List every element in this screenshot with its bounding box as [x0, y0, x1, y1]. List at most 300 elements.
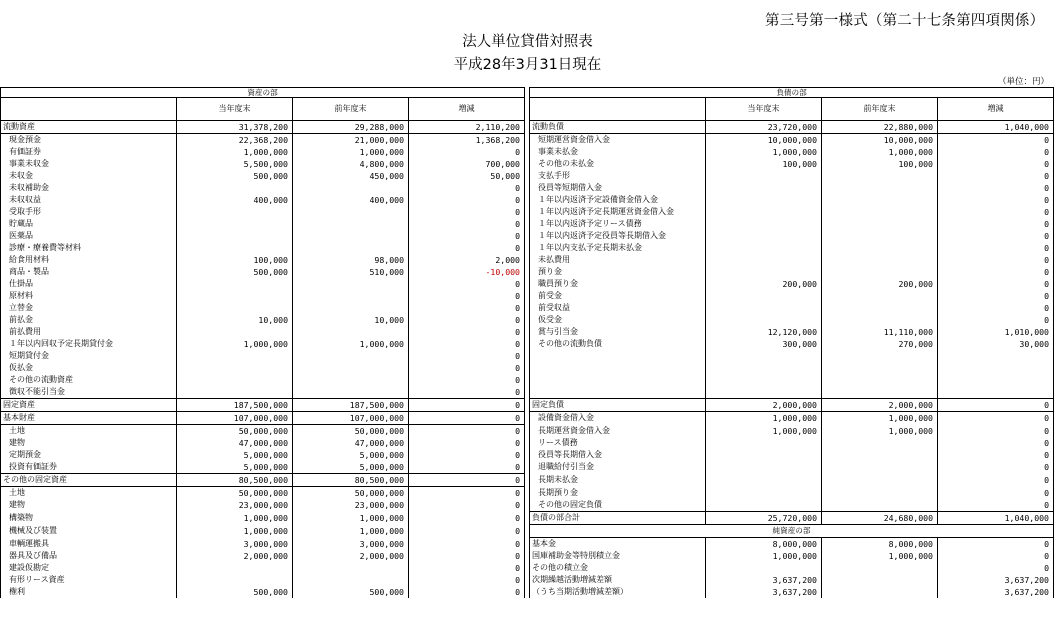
table-row — [1, 362, 1054, 374]
current-year-value: 1,000,000 — [706, 425, 822, 438]
table-row — [1, 302, 1054, 314]
current-year-value — [177, 290, 293, 302]
prior-year-value: 5,000,000 — [293, 449, 409, 461]
current-year-value — [177, 350, 293, 362]
change-value: 0 — [409, 146, 525, 158]
current-year-value — [706, 302, 822, 314]
current-year-value — [177, 182, 293, 194]
current-year-value — [706, 449, 822, 461]
prior-year-value — [822, 218, 938, 230]
item-label: 受取手形 — [1, 206, 177, 218]
change-value: 0 — [938, 412, 1054, 425]
current-year-value — [177, 562, 293, 574]
current-year-value: 50,000,000 — [177, 425, 293, 438]
balance-sheet-table — [0, 87, 1054, 598]
item-label: 医薬品 — [1, 230, 177, 242]
prior-year-value — [822, 386, 938, 399]
current-year-value: 31,378,200 — [177, 121, 293, 134]
current-year-value: 12,120,000 — [706, 326, 822, 338]
category-label: 流動負債 — [530, 121, 706, 134]
current-year-value: 3,637,200 — [706, 574, 822, 586]
prior-year-value — [822, 314, 938, 326]
item-label: 権利 — [1, 586, 177, 598]
change-value: 0 — [409, 525, 525, 538]
category-label: 基本金 — [530, 538, 706, 551]
table-row — [1, 290, 1054, 302]
change-value: 0 — [409, 314, 525, 326]
change-value: 0 — [938, 449, 1054, 461]
current-year-header: 当年度末 — [177, 98, 293, 121]
change-value: 0 — [409, 412, 525, 425]
liabilities-section-header: 負債の部 — [530, 88, 1054, 98]
item-label: 前受収益 — [530, 302, 706, 314]
current-year-value — [706, 182, 822, 194]
prior-year-value — [822, 374, 938, 386]
change-value: 0 — [938, 206, 1054, 218]
change-value: 1,010,000 — [938, 326, 1054, 338]
prior-year-value — [293, 302, 409, 314]
change-value: 0 — [938, 487, 1054, 500]
item-label: １年以内返済予定設備資金借入金 — [530, 194, 706, 206]
item-label — [530, 374, 706, 386]
current-year-value — [706, 437, 822, 449]
item-label: 土地 — [1, 425, 177, 438]
item-label: 未収補助金 — [1, 182, 177, 194]
change-value: 0 — [938, 437, 1054, 449]
prior-year-value: 50,000,000 — [293, 487, 409, 500]
change-value: 0 — [409, 338, 525, 350]
item-label: 支払手形 — [530, 170, 706, 182]
item-label: １年以内回収予定長期貸付金 — [1, 338, 177, 350]
current-year-value — [706, 350, 822, 362]
prior-year-value: 187,500,000 — [293, 399, 409, 412]
item-label: 投資有価証券 — [1, 461, 177, 474]
item-label: 退職給付引当金 — [530, 461, 706, 474]
change-value: 50,000 — [409, 170, 525, 182]
prior-year-value: 3,000,000 — [293, 538, 409, 551]
current-year-value: 2,000,000 — [177, 550, 293, 562]
prior-year-value: 11,110,000 — [822, 326, 938, 338]
change-value: 0 — [409, 449, 525, 461]
table-row — [1, 399, 1054, 412]
prior-year-value: 80,500,000 — [293, 474, 409, 487]
change-value: 0 — [938, 158, 1054, 170]
form-label: 第三号第一様式（第二十七条第四項関係） — [765, 13, 1045, 29]
table-row — [1, 425, 1054, 438]
category-label: 基本財産 — [1, 412, 177, 425]
table-row — [1, 218, 1054, 230]
table-row — [1, 278, 1054, 290]
table-row — [1, 525, 1054, 538]
item-label: １年以内返済予定長期運営資金借入金 — [530, 206, 706, 218]
net-assets-section-header: 純資産の部 — [530, 525, 1054, 538]
table-row — [1, 314, 1054, 326]
current-year-value — [177, 574, 293, 586]
current-year-value — [706, 374, 822, 386]
prior-year-value: 107,000,000 — [293, 412, 409, 425]
item-label: １年以内返済予定リース債務 — [530, 218, 706, 230]
current-year-value: 8,000,000 — [706, 538, 822, 551]
change-value: 0 — [409, 512, 525, 525]
table-row — [1, 146, 1054, 158]
item-label: 賞与引当金 — [530, 326, 706, 338]
current-year-value: 5,500,000 — [177, 158, 293, 170]
table-row — [1, 326, 1054, 338]
item-label: 短期貸付金 — [1, 350, 177, 362]
item-label: 有価証券 — [1, 146, 177, 158]
current-year-value: 1,000,000 — [177, 338, 293, 350]
item-label: 役員等長期借入金 — [530, 449, 706, 461]
change-value: 0 — [409, 278, 525, 290]
current-year-value: 25,720,000 — [706, 512, 822, 525]
prior-year-value: 98,000 — [293, 254, 409, 266]
current-year-value — [177, 278, 293, 290]
item-label: リース債務 — [530, 437, 706, 449]
item-label: 前払費用 — [1, 326, 177, 338]
current-year-value — [177, 206, 293, 218]
change-value: 0 — [938, 461, 1054, 474]
item-label: 徴収不能引当金 — [1, 386, 177, 399]
change-value: 0 — [409, 230, 525, 242]
item-label: 未収収益 — [1, 194, 177, 206]
current-year-value: 1,000,000 — [177, 512, 293, 525]
change-value: 0 — [409, 487, 525, 500]
current-year-value: 100,000 — [177, 254, 293, 266]
item-label: 職員預り金 — [530, 278, 706, 290]
change-value: 0 — [409, 574, 525, 586]
prior-year-value — [293, 362, 409, 374]
change-value: -10,000 — [409, 266, 525, 278]
current-year-value — [177, 302, 293, 314]
item-label: 長期預り金 — [530, 487, 706, 500]
prior-year-value — [822, 461, 938, 474]
prior-year-value — [822, 254, 938, 266]
change-value: 0 — [938, 278, 1054, 290]
category-label: （うち当期活動増減差額） — [530, 586, 706, 598]
item-label: 未収金 — [1, 170, 177, 182]
current-year-value: 22,368,200 — [177, 134, 293, 147]
prior-year-value — [293, 278, 409, 290]
current-year-value — [177, 218, 293, 230]
current-year-value: 1,000,000 — [177, 525, 293, 538]
category-label: 負債の部合計 — [530, 512, 706, 525]
change-value: 0 — [409, 206, 525, 218]
table-row — [1, 134, 1054, 147]
table-row — [1, 499, 1054, 512]
prior-year-value: 100,000 — [822, 158, 938, 170]
current-year-value: 500,000 — [177, 170, 293, 182]
current-year-value: 23,000,000 — [177, 499, 293, 512]
item-label: 長期運営資金借入金 — [530, 425, 706, 438]
change-value: 0 — [938, 254, 1054, 266]
change-value: 0 — [409, 362, 525, 374]
item-label: 有形リース資産 — [1, 574, 177, 586]
prior-year-value — [822, 562, 938, 574]
change-value: 0 — [938, 194, 1054, 206]
table-row — [1, 574, 1054, 586]
prior-year-value: 1,000,000 — [293, 512, 409, 525]
prior-year-value: 500,000 — [293, 586, 409, 598]
current-year-value — [706, 474, 822, 487]
current-year-value — [177, 242, 293, 254]
change-value: 3,637,200 — [938, 586, 1054, 598]
item-label: 構築物 — [1, 512, 177, 525]
current-year-value: 47,000,000 — [177, 437, 293, 449]
prior-year-value — [822, 230, 938, 242]
change-header: 増減 — [409, 98, 525, 121]
change-value: 1,368,200 — [409, 134, 525, 147]
change-value: 0 — [409, 461, 525, 474]
prior-year-value — [822, 302, 938, 314]
change-value: 0 — [409, 374, 525, 386]
current-year-value: 1,000,000 — [706, 146, 822, 158]
item-label: 診療・療養費等材料 — [1, 242, 177, 254]
current-year-value: 5,000,000 — [177, 449, 293, 461]
prior-year-value — [822, 487, 938, 500]
change-value: 0 — [938, 218, 1054, 230]
current-year-value: 23,720,000 — [706, 121, 822, 134]
current-year-value — [706, 499, 822, 512]
change-value: 0 — [938, 182, 1054, 194]
current-year-value — [706, 314, 822, 326]
table-row — [1, 242, 1054, 254]
item-label: 事業未払金 — [530, 146, 706, 158]
table-row — [1, 437, 1054, 449]
prior-year-value: 510,000 — [293, 266, 409, 278]
prior-year-value — [822, 206, 938, 218]
current-year-value: 1,000,000 — [177, 146, 293, 158]
change-value: 2,000 — [409, 254, 525, 266]
prior-year-value: 270,000 — [822, 338, 938, 350]
prior-year-value — [822, 242, 938, 254]
prior-year-value — [822, 449, 938, 461]
prior-year-value — [822, 499, 938, 512]
prior-year-value: 47,000,000 — [293, 437, 409, 449]
item-label: 預り金 — [530, 266, 706, 278]
item-label: 定期預金 — [1, 449, 177, 461]
current-year-value — [177, 386, 293, 399]
prior-year-value: 22,880,000 — [822, 121, 938, 134]
prior-year-value — [293, 206, 409, 218]
change-value: 0 — [409, 538, 525, 551]
current-year-value: 500,000 — [177, 586, 293, 598]
table-row — [1, 266, 1054, 278]
current-year-value: 3,637,200 — [706, 586, 822, 598]
prior-year-value: 400,000 — [293, 194, 409, 206]
prior-year-value — [822, 170, 938, 182]
current-year-header: 当年度末 — [706, 98, 822, 121]
current-year-value: 2,000,000 — [706, 399, 822, 412]
current-year-value — [706, 242, 822, 254]
prior-year-value: 29,288,000 — [293, 121, 409, 134]
unit-note: （単位：円） — [997, 77, 1049, 87]
change-value — [938, 386, 1054, 399]
item-label: その他の固定負債 — [530, 499, 706, 512]
table-row — [1, 350, 1054, 362]
current-year-value: 5,000,000 — [177, 461, 293, 474]
assets-section-header: 資産の部 — [1, 88, 525, 98]
prior-year-value — [293, 242, 409, 254]
prior-year-value: 4,800,000 — [293, 158, 409, 170]
item-label: 車輌運搬具 — [1, 538, 177, 551]
change-value: 0 — [409, 425, 525, 438]
current-year-value: 50,000,000 — [177, 487, 293, 500]
current-year-value: 107,000,000 — [177, 412, 293, 425]
item-label: 建物 — [1, 437, 177, 449]
change-value: 0 — [938, 538, 1054, 551]
prior-year-header: 前年度末 — [822, 98, 938, 121]
current-year-value — [706, 290, 822, 302]
item-label: その他の未払金 — [530, 158, 706, 170]
item-label — [530, 386, 706, 399]
table-row — [1, 194, 1054, 206]
item-label: １年以内支払予定長期未払金 — [530, 242, 706, 254]
current-year-value: 10,000,000 — [706, 134, 822, 147]
change-value: 30,000 — [938, 338, 1054, 350]
change-value: 0 — [938, 290, 1054, 302]
current-year-value: 200,000 — [706, 278, 822, 290]
table-row — [1, 121, 1054, 134]
table-row — [1, 386, 1054, 399]
current-year-value — [706, 461, 822, 474]
change-value: 0 — [409, 499, 525, 512]
change-value: 0 — [409, 474, 525, 487]
prior-year-value — [822, 586, 938, 598]
change-value: 0 — [938, 134, 1054, 147]
current-year-value: 100,000 — [706, 158, 822, 170]
prior-year-value: 10,000 — [293, 314, 409, 326]
prior-year-value — [293, 230, 409, 242]
prior-year-value — [293, 562, 409, 574]
item-label: 給食用材料 — [1, 254, 177, 266]
table-row — [1, 206, 1054, 218]
prior-year-value — [822, 474, 938, 487]
change-value: 0 — [938, 266, 1054, 278]
prior-year-value: 8,000,000 — [822, 538, 938, 551]
current-year-value — [706, 386, 822, 399]
change-value: 0 — [409, 326, 525, 338]
item-label: 短期運営資金借入金 — [530, 134, 706, 147]
prior-year-value — [293, 350, 409, 362]
prior-year-value — [822, 182, 938, 194]
table-row — [1, 230, 1054, 242]
item-label: 役員等短期借入金 — [530, 182, 706, 194]
prior-year-value: 1,000,000 — [293, 525, 409, 538]
category-label: 固定資産 — [1, 399, 177, 412]
item-label: 仮受金 — [530, 314, 706, 326]
current-year-value — [706, 170, 822, 182]
item-label: 未払費用 — [530, 254, 706, 266]
item-label: 土地 — [1, 487, 177, 500]
item-label: １年以内返済予定役員等長期借入金 — [530, 230, 706, 242]
table-row — [1, 412, 1054, 425]
current-year-value: 1,000,000 — [706, 550, 822, 562]
report-date: 平成28年3月31日現在 — [453, 57, 602, 73]
label-column-header — [1, 98, 177, 121]
current-year-value — [706, 362, 822, 374]
current-year-value — [706, 218, 822, 230]
prior-year-value — [293, 326, 409, 338]
item-label — [530, 362, 706, 374]
current-year-value — [706, 194, 822, 206]
current-year-value — [706, 230, 822, 242]
item-label: 貯蔵品 — [1, 218, 177, 230]
item-label: 立替金 — [1, 302, 177, 314]
item-label: 仮払金 — [1, 362, 177, 374]
category-label: 国庫補助金等特別積立金 — [530, 550, 706, 562]
prior-year-value: 1,000,000 — [822, 550, 938, 562]
current-year-value — [177, 230, 293, 242]
change-value: 0 — [409, 586, 525, 598]
table-row — [1, 538, 1054, 551]
prior-year-value: 2,000,000 — [822, 399, 938, 412]
prior-year-value: 2,000,000 — [293, 550, 409, 562]
current-year-value — [177, 374, 293, 386]
change-value: 0 — [409, 386, 525, 399]
item-label: 建設仮勘定 — [1, 562, 177, 574]
change-value: 700,000 — [409, 158, 525, 170]
item-label: 設備資金借入金 — [530, 412, 706, 425]
current-year-value: 1,000,000 — [706, 412, 822, 425]
prior-year-value: 1,000,000 — [293, 146, 409, 158]
table-row — [1, 374, 1054, 386]
change-value: 0 — [938, 499, 1054, 512]
prior-year-value: 5,000,000 — [293, 461, 409, 474]
current-year-value — [177, 362, 293, 374]
table-row — [1, 550, 1054, 562]
table-row — [1, 562, 1054, 574]
prior-year-value — [293, 386, 409, 399]
prior-year-value: 24,680,000 — [822, 512, 938, 525]
page-title: 法人単位貸借対照表 — [462, 34, 593, 50]
current-year-value — [177, 326, 293, 338]
change-value: 0 — [938, 146, 1054, 158]
item-label: 前払金 — [1, 314, 177, 326]
item-label: 器具及び備品 — [1, 550, 177, 562]
prior-year-value — [293, 374, 409, 386]
current-year-value: 300,000 — [706, 338, 822, 350]
table-row — [1, 182, 1054, 194]
item-label: 機械及び装置 — [1, 525, 177, 538]
change-value: 2,110,200 — [409, 121, 525, 134]
prior-year-value — [822, 362, 938, 374]
change-value: 0 — [409, 218, 525, 230]
item-label: 現金預金 — [1, 134, 177, 147]
item-label: その他の流動資産 — [1, 374, 177, 386]
change-value: 0 — [938, 474, 1054, 487]
change-value: 0 — [409, 399, 525, 412]
change-value: 1,040,000 — [938, 121, 1054, 134]
change-value: 0 — [409, 350, 525, 362]
current-year-value: 10,000 — [177, 314, 293, 326]
prior-year-value — [822, 437, 938, 449]
table-row — [1, 338, 1054, 350]
change-value: 0 — [409, 550, 525, 562]
change-value: 0 — [938, 302, 1054, 314]
table-row — [1, 170, 1054, 182]
change-value: 0 — [938, 314, 1054, 326]
prior-year-value: 450,000 — [293, 170, 409, 182]
label-column-header — [530, 98, 706, 121]
table-row — [1, 512, 1054, 525]
change-value: 0 — [938, 399, 1054, 412]
item-label: 事業未収金 — [1, 158, 177, 170]
current-year-value — [706, 562, 822, 574]
current-year-value — [706, 487, 822, 500]
change-value: 0 — [938, 562, 1054, 574]
prior-year-value: 200,000 — [822, 278, 938, 290]
prior-year-value: 1,000,000 — [293, 338, 409, 350]
